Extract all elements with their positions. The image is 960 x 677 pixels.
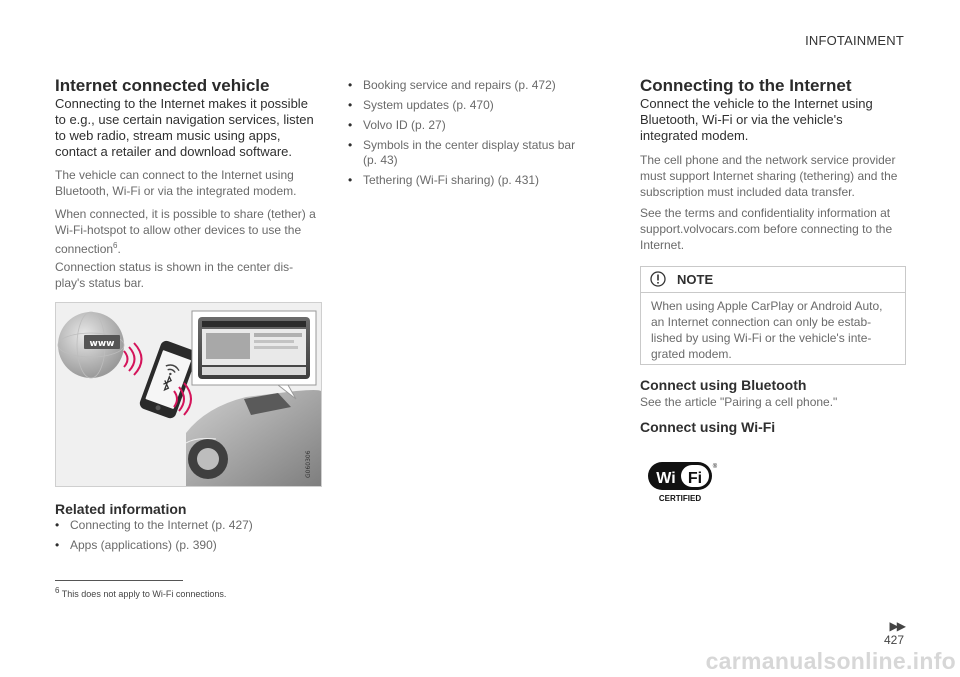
- section-label: INFOTAINMENT: [805, 33, 904, 48]
- list-item[interactable]: • Booking service and repairs (p. 472): [348, 78, 588, 93]
- article-lead: Connecting to the Internet makes it possible to e.g., use certain navigation services, listen to web radio, stream music using apps, contact a retailer and download software.: [55, 96, 314, 159]
- footnote-divider: [55, 580, 183, 581]
- footnote-ref[interactable]: 6: [113, 241, 118, 250]
- article-title: Internet connected vehicle: [55, 76, 270, 95]
- page-number: 427: [883, 633, 904, 647]
- list-item[interactable]: • System updates (p. 470): [348, 98, 588, 113]
- wifi-heading: Connect using Wi-Fi: [640, 419, 776, 435]
- next-page-icon[interactable]: ▶▶: [889, 619, 904, 633]
- svg-text:www: www: [89, 339, 115, 349]
- wifi-certified-logo: [648, 460, 720, 504]
- related-list: [55, 518, 320, 553]
- bluetooth-heading: Connect using Bluetooth: [640, 377, 807, 393]
- list-item[interactable]: • Volvo ID (p. 27): [348, 118, 588, 133]
- note-title: NOTE: [677, 272, 714, 287]
- related-link[interactable]: • Apps (applications) (p. 390): [55, 538, 320, 553]
- illustration-connected-car: [55, 302, 322, 487]
- svg-text:Fi: Fi: [687, 470, 703, 487]
- paragraph-connect: The vehicle can connect to the Internet using Bluetooth, Wi-Fi or via the integrated modem.: [55, 168, 297, 198]
- svg-text:®: ®: [712, 464, 718, 470]
- watermark: carmanualsonline.info: [705, 648, 956, 674]
- svg-text:CERTIFIED: CERTIFIED: [658, 494, 702, 503]
- footnote: $^6$ This does not apply to Wi-Fi connections.: [55, 586, 227, 599]
- list-item[interactable]: • Tethering (Wi-Fi sharing) (p. 431): [348, 173, 588, 188]
- note-text: When using Apple CarPlay or Android Auto, an Internet connection can only be estab-lished by using Wi-Fi or the vehicle's inte-grated modem.: [651, 299, 883, 361]
- wifi-logo-icon: [648, 460, 720, 504]
- paragraph-tether: When connected, it is possible to share (tether) a Wi-Fi-hotspot to allow other devices to use the connection$^6$.: [55, 207, 316, 256]
- paragraph-status: Connection status is shown in the center dis-play's status bar.: [55, 260, 294, 290]
- svg-text:Wi: Wi: [656, 470, 676, 487]
- related-link[interactable]: • Connecting to the Internet (p. 427): [55, 518, 320, 533]
- bluetooth-text: See the article "Pairing a cell phone.": [640, 395, 838, 409]
- section-title: Connecting to the Internet: [640, 76, 852, 95]
- note-header: [641, 267, 905, 293]
- related-information-title: Related information: [55, 501, 187, 517]
- paragraph-provider: The cell phone and the network service provider must support Internet sharing (tethering) and the subscription must included data transfer.: [640, 153, 898, 199]
- globe-icon: [58, 312, 124, 378]
- svg-text:G060306: G060306: [305, 450, 312, 478]
- note-box: [640, 266, 906, 365]
- continued-list: [348, 78, 588, 188]
- warning-circle-icon: [650, 271, 666, 287]
- section-lead: Connect the vehicle to the Internet using Bluetooth, Wi-Fi or via the vehicle's integrated modem.: [640, 96, 873, 143]
- list-item[interactable]: • Symbols in the center display status bar (p. 43): [348, 138, 588, 168]
- paragraph-terms: See the terms and confidentiality information at support.volvocars.com before connecting to the Internet.: [640, 206, 893, 252]
- illustration-svg: [56, 303, 321, 486]
